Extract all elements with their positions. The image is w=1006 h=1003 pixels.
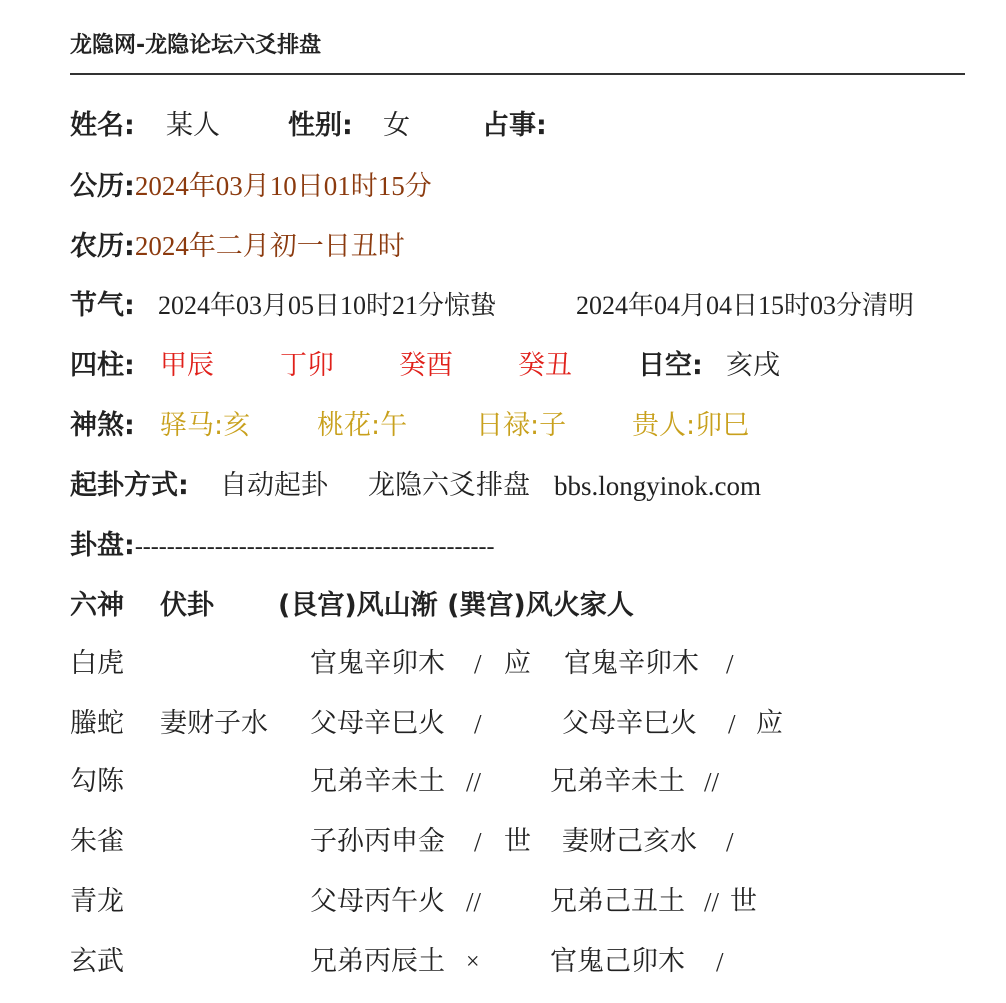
change-yao-mark: / (726, 827, 734, 857)
guapan-separator: --------------------------------------------- (134, 534, 495, 560)
solar-value: 2024年03月10日01时15分 (134, 171, 432, 201)
pillars-label: 四柱: (70, 350, 135, 381)
matter-label: 占事: (482, 110, 547, 141)
header-liushen: 六神 (70, 590, 124, 621)
pillar-hour: 癸丑 (518, 350, 572, 381)
page-title: 龙隐网-龙隐论坛六爻排盘 (70, 33, 322, 58)
method-label: 起卦方式: (70, 470, 189, 501)
liushen-cell: 白虎 (70, 648, 124, 679)
change-yao-tag: 世 (730, 886, 757, 917)
main-yao-cell: 官鬼辛卯木 (310, 648, 445, 679)
main-yao-cell: 子孙丙申金 (310, 826, 445, 857)
change-yao-cell: 兄弟己丑土 (550, 886, 685, 917)
jieqi-second: 2024年04月04日15时03分清明 (576, 291, 915, 320)
gender-label: 性别: (288, 110, 353, 141)
jieqi-label: 节气: (70, 290, 135, 321)
lunar-label: 农历: (70, 231, 135, 262)
solar-row (70, 156, 432, 216)
main-yao-cell: 兄弟丙辰土 (310, 946, 445, 977)
guapan-label: 卦盘: (70, 530, 135, 561)
main-yao-mark: / (474, 827, 482, 857)
pillar-month: 丁卯 (280, 350, 334, 381)
pillar-year: 甲辰 (160, 350, 214, 381)
change-yao-mark: / (728, 709, 736, 739)
rikong-label: 日空: (638, 350, 703, 381)
change-yao-cell: 官鬼辛卯木 (564, 648, 699, 679)
shensha-rilu: 日禄:子 (476, 410, 567, 441)
liushen-cell: 勾陈 (70, 766, 124, 797)
shensha-yima: 驿马:亥 (160, 410, 251, 441)
change-yao-cell: 兄弟辛未土 (550, 766, 685, 797)
name-value: 某人 (166, 110, 220, 141)
header-fugua: 伏卦 (160, 590, 214, 621)
liushen-cell: 朱雀 (70, 826, 124, 857)
main-yao-tag: 世 (504, 826, 531, 857)
change-yao-mark: / (716, 947, 724, 977)
change-yao-mark: / (726, 649, 734, 679)
method-url: bbs.longyinok.com (554, 471, 761, 501)
liushen-cell: 玄武 (70, 946, 124, 977)
fugua-cell: 妻财子水 (160, 708, 268, 739)
main-yao-mark: // (466, 767, 482, 797)
main-yao-tag: 应 (504, 648, 531, 679)
header-divider (70, 73, 965, 75)
liushen-cell: 螣蛇 (70, 708, 124, 739)
change-yao-tag: 应 (756, 708, 783, 739)
lunar-row (70, 216, 405, 276)
solar-label: 公历: (70, 171, 135, 202)
liushen-cell: 青龙 (70, 886, 124, 917)
main-yao-mark: / (474, 709, 482, 739)
change-yao-cell: 父母辛巳火 (562, 708, 697, 739)
method-site: 龙隐六爻排盘 (368, 470, 530, 501)
lunar-value: 2024年二月初一日丑时 (134, 231, 405, 261)
shensha-guiren: 贵人:卯巳 (632, 410, 750, 441)
gender-value: 女 (383, 110, 410, 141)
change-yao-cell: 妻财己亥水 (562, 826, 697, 857)
jieqi-first: 2024年03月05日10时21分惊蛰 (158, 291, 497, 320)
change-yao-mark: // (704, 887, 720, 917)
main-yao-cell: 父母辛巳火 (310, 708, 445, 739)
main-yao-mark: / (474, 649, 482, 679)
shensha-label: 神煞: (70, 410, 135, 441)
main-yao-mark: × (466, 949, 480, 975)
main-yao-cell: 兄弟辛未土 (310, 766, 445, 797)
rikong-value: 亥戌 (726, 350, 780, 381)
main-yao-cell: 父母丙午火 (310, 886, 445, 917)
guapan-row (70, 516, 494, 576)
shensha-taohua: 桃花:午 (317, 410, 408, 441)
main-yao-mark: // (466, 887, 482, 917)
method-value: 自动起卦 (220, 470, 328, 501)
change-yao-cell: 官鬼己卯木 (550, 946, 685, 977)
header-gua-names: (艮宫)风山渐 (巽宫)风火家人 (278, 590, 634, 621)
name-label: 姓名: (70, 110, 135, 141)
pillar-day: 癸酉 (399, 350, 453, 381)
change-yao-mark: // (704, 767, 720, 797)
